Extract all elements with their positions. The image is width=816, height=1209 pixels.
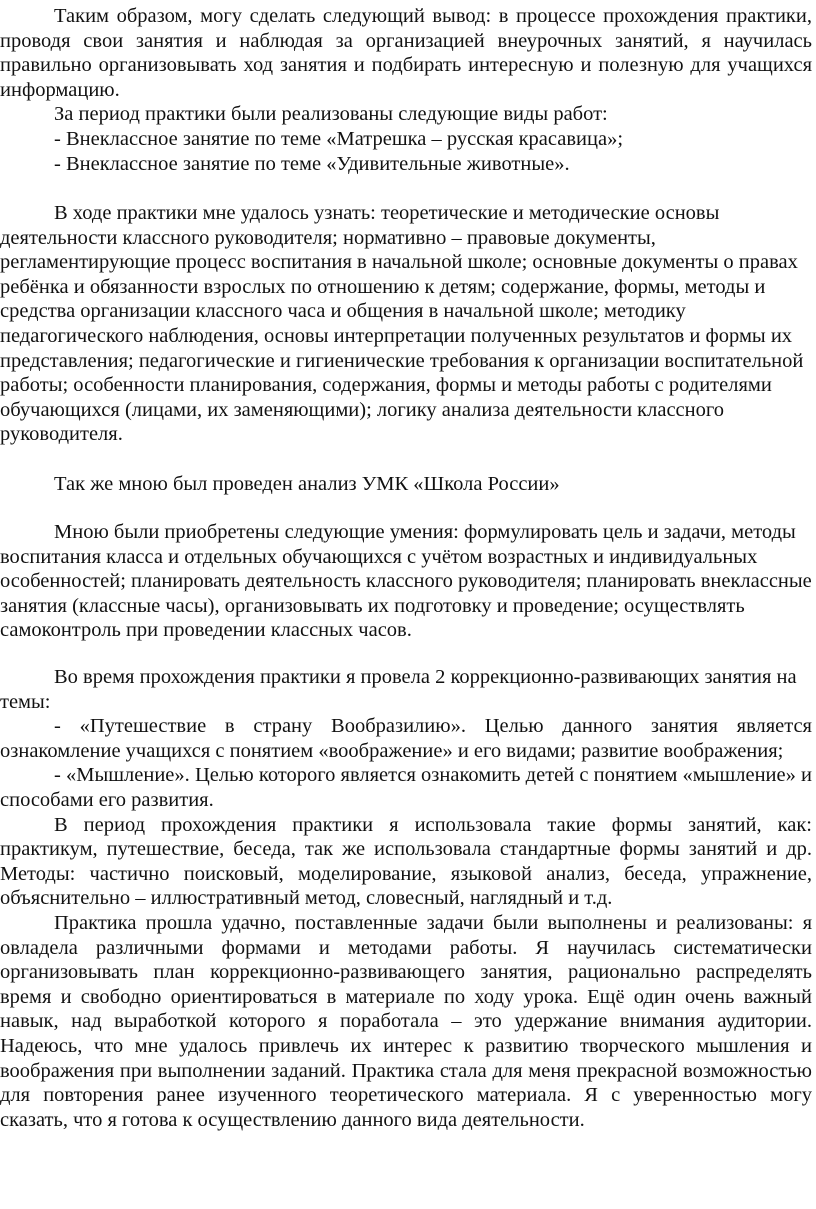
learned-paragraph: В ходе практики мне удалось узнать: теоретические и методические основы деятельности классного руководителя; нормативно – правовые документы, регламентирующие процесс воспитания в начальной школе; основные документы о правах ребёнка и обязанности взрослых по отношению к детям; содержание, формы, методы и средства организации классного часа и общения в начальной школе; методику педагогического наблюдения, основы интерпретации полученных результатов и формы их представления; педагогические и гигиенические требования к организации воспитательной работы; особенности планирования, содержания, формы и методы работы с родителями обучающихся (лицами, их заменяющими); логику анализа деятельности классного руководителя. [0,202,804,446]
skills-paragraph: Мною были приобретены следующие умения: формулировать цель и задачи, методы воспитания класса и отдельных обучающихся с учётом возрастных и индивидуальных особенностей; планировать деятельность классного руководителя; планировать внеклассные занятия (классные часы), организовывать их подготовку и проведение; осуществлять самоконтроль при проведении классных часов. [0,521,812,642]
section-umk [0,472,812,497]
work-item-1: - Внеклассное занятие по теме «Матрешка – русская красавица»; [54,127,624,150]
forms-paragraph: В период прохождения практики я использовала такие формы занятий, как: практикум, путешествие, беседа, так же использовала стандартные формы занятий и др. Методы: частично поисковый, моделирование, языковой анализ, беседа, упражнение, объяснительно – иллюстративный метод, словесный, наглядный и т.д. [0,813,812,910]
section-lessons [0,665,812,1132]
lessons-intro-paragraph: Во время прохождения практики я провела 2 коррекционно-развивающих занятия на темы: [0,666,797,713]
conclusion-paragraph: Таким образом, могу сделать следующий вывод: в процессе прохождения практики, проводя свои занятия и наблюдая за организацией внеурочных занятий, я научилась правильно организовывать ход занятия и подбирать интересную и полезную для учащихся информацию. [0,5,812,101]
section-conclusion [0,4,812,176]
result-paragraph: Практика прошла удачно, поставленные задачи были выполнены и реализованы: я овладела различными формами и методами работы. Я научилась систематически организовывать план коррекционно-развивающего занятия, рационально распределять время и свободно ориентироваться в материале по ходу урока. Ещё один очень важный навык, над выработкой которого я поработала – это удержание внимания аудитории. Надеюсь, что мне удалось привлечь их интерес к развитию творческого мышления и воображения при выполнении заданий. Практика стала для меня прекрасной возможностью для повторения ранее изученного теоретического материала. Я с уверенностью могу сказать, что я готова к осуществлению данного вида деятельности. [0,911,812,1131]
umk-paragraph: Так же мною был проведен анализ УМК «Школа России» [54,473,560,495]
lesson-item-2: - «Мышление». Целью которого является ознакомить детей с понятием «мышление» и способами его развития. [0,764,812,811]
section-skills [0,520,812,643]
section-learned [0,201,812,447]
lesson-item-1: - «Путешествие в страну Вообразилию». Целью данного занятия является ознакомление учащихся с понятием «воображение» и его видами; развитие воображения; [0,715,812,762]
works-intro-paragraph: За период практики были реализованы следующие виды работ: [54,103,608,126]
work-item-2: - Внеклассное занятие по теме «Удивительные животные». [54,152,570,175]
